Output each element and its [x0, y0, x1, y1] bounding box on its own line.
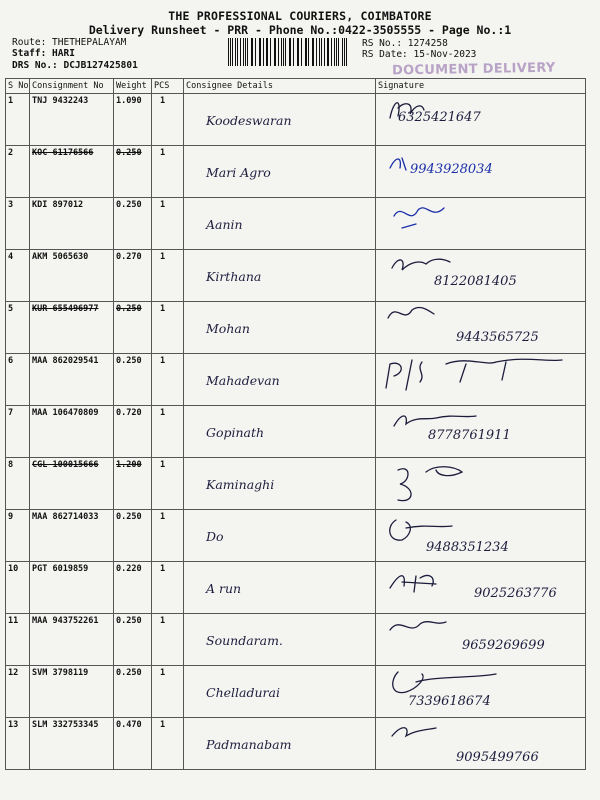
consignee-name: Gopinath — [206, 425, 265, 440]
signature-stroke — [388, 307, 434, 318]
receiver-phone: 8122081405 — [434, 274, 517, 289]
weight-value: 1.200 — [116, 460, 142, 470]
route-label: Route: THETHEPALAYAM — [12, 37, 127, 48]
sno-cell — [6, 198, 30, 250]
sno-cell — [6, 562, 30, 614]
sno-value: 1 — [8, 96, 14, 106]
consignment-number: MAA 106470809 — [32, 408, 99, 418]
pcs-cell — [152, 302, 184, 354]
signature-cell — [376, 510, 586, 562]
table-row — [6, 406, 586, 458]
table-row — [6, 458, 586, 510]
sno-value: 9 — [8, 512, 14, 522]
consignment-cell — [30, 510, 114, 562]
table-row — [6, 302, 586, 354]
sno-value: 12 — [8, 668, 19, 678]
table-row — [6, 146, 586, 198]
signature-stroke — [394, 208, 444, 228]
company-title: THE PROFESSIONAL COURIERS, COIMBATORE — [168, 9, 432, 23]
table-row — [6, 718, 586, 770]
table-row — [6, 614, 586, 666]
pcs-cell — [152, 198, 184, 250]
signature-scribble — [376, 402, 576, 452]
signature-cell — [376, 458, 586, 510]
weight-value: 0.470 — [116, 720, 142, 730]
weight-value: 0.250 — [116, 148, 142, 158]
sno-value: 3 — [8, 200, 14, 210]
sno-value: 7 — [8, 408, 14, 418]
consignment-number: AKM 5065630 — [32, 252, 89, 262]
weight-value: 0.220 — [116, 564, 142, 574]
pcs-value: 1 — [160, 148, 166, 158]
pcs-cell — [152, 146, 184, 198]
pcs-cell — [152, 94, 184, 146]
receiver-phone: 9659269699 — [462, 638, 545, 653]
consignee-cell — [184, 250, 376, 302]
receiver-phone: 7339618674 — [408, 694, 491, 709]
rs-date: RS Date: 15-Nov-2023 — [362, 49, 477, 60]
pcs-cell — [152, 250, 184, 302]
consignment-number: CGL 100015666 — [32, 460, 99, 470]
consignment-cell — [30, 354, 114, 406]
signature-cell — [376, 562, 586, 614]
receiver-phone: 9025263776 — [474, 586, 557, 601]
pcs-value: 1 — [160, 408, 166, 418]
weight-value: 0.250 — [116, 304, 142, 314]
consignment-cell — [30, 718, 114, 770]
signature-stroke — [390, 158, 406, 170]
weight-cell — [114, 302, 152, 354]
weight-value: 0.250 — [116, 200, 142, 210]
consignee-name: Mari Agro — [206, 165, 271, 180]
consignee-cell — [184, 718, 376, 770]
consignee-name: Soundaram. — [206, 633, 283, 648]
sno-value: 8 — [8, 460, 14, 470]
table-row — [6, 510, 586, 562]
sno-value: 10 — [8, 564, 19, 574]
sno-value: 2 — [8, 148, 14, 158]
sno-cell — [6, 458, 30, 510]
consignee-name: Do — [206, 529, 224, 544]
rs-number: RS No.: 1274258 — [362, 38, 448, 49]
col-pcs: PCS — [152, 79, 184, 94]
consignment-cell — [30, 198, 114, 250]
consignee-name: Kirthana — [206, 269, 262, 284]
receiver-phone: 9943928034 — [410, 162, 493, 177]
pcs-value: 1 — [160, 720, 166, 730]
consignment-number: MAA 862029541 — [32, 356, 99, 366]
consignee-name: Kaminaghi — [206, 477, 275, 492]
consignee-name: Chelladurai — [206, 685, 280, 700]
signature-scribble — [376, 350, 576, 400]
sno-value: 11 — [8, 616, 19, 626]
weight-value: 1.090 — [116, 96, 142, 106]
barcode — [228, 38, 350, 66]
weight-cell — [114, 146, 152, 198]
consignee-cell — [184, 406, 376, 458]
pcs-value: 1 — [160, 512, 166, 522]
signature-scribble — [376, 454, 576, 504]
consignment-cell — [30, 614, 114, 666]
signature-stroke — [390, 622, 446, 630]
signature-stroke — [390, 520, 452, 540]
signature-stroke — [392, 728, 436, 736]
consignment-number: TNJ 9432243 — [32, 96, 89, 106]
consignment-number: MAA 943752261 — [32, 616, 99, 626]
signature-stroke — [386, 359, 562, 390]
weight-cell — [114, 458, 152, 510]
weight-cell — [114, 718, 152, 770]
pcs-value: 1 — [160, 304, 166, 314]
document-delivery-stamp: DOCUMENT DELIVERY — [391, 60, 556, 79]
pcs-cell — [152, 510, 184, 562]
signature-stroke — [394, 416, 476, 426]
consignee-name: Koodeswaran — [206, 113, 292, 128]
weight-value: 0.250 — [116, 668, 142, 678]
signature-cell — [376, 302, 586, 354]
consignee-name: Padmanabam — [206, 737, 292, 752]
consignment-cell — [30, 146, 114, 198]
consignee-cell — [184, 458, 376, 510]
consignee-name: Aanin — [206, 217, 243, 232]
pcs-cell — [152, 718, 184, 770]
signature-stroke — [393, 672, 496, 693]
consignee-cell — [184, 614, 376, 666]
weight-cell — [114, 250, 152, 302]
table-row — [6, 666, 586, 718]
sno-cell — [6, 510, 30, 562]
sno-cell — [6, 250, 30, 302]
weight-cell — [114, 354, 152, 406]
signature-scribble — [376, 194, 576, 244]
signature-stroke — [390, 576, 436, 592]
receiver-phone: 8778761911 — [428, 428, 511, 443]
table-row — [6, 94, 586, 146]
pcs-value: 1 — [160, 616, 166, 626]
sno-cell — [6, 146, 30, 198]
weight-value: 0.250 — [116, 512, 142, 522]
receiver-phone: 9095499766 — [456, 750, 539, 765]
pcs-cell — [152, 614, 184, 666]
table-row — [6, 198, 586, 250]
sno-cell — [6, 718, 30, 770]
consignment-cell — [30, 458, 114, 510]
consignment-cell — [30, 250, 114, 302]
sno-value: 13 — [8, 720, 19, 730]
col-sno: S No — [6, 79, 30, 94]
receiver-phone: 9443565725 — [456, 330, 539, 345]
consignee-name: A run — [206, 581, 242, 596]
col-consignment: Consignment No — [30, 79, 114, 94]
pcs-value: 1 — [160, 356, 166, 366]
table-row — [6, 562, 586, 614]
col-weight: Weight — [114, 79, 152, 94]
signature-stroke — [392, 259, 450, 270]
consignee-cell — [184, 510, 376, 562]
consignee-cell — [184, 198, 376, 250]
pcs-value: 1 — [160, 564, 166, 574]
pcs-value: 1 — [160, 96, 166, 106]
pcs-cell — [152, 666, 184, 718]
signature-cell — [376, 146, 586, 198]
consignment-cell — [30, 406, 114, 458]
signature-cell — [376, 406, 586, 458]
col-signature: Signature — [376, 79, 586, 94]
col-details: Consignee Details — [184, 79, 376, 94]
runsheet-subtitle: Delivery Runsheet - PRR - Phone No.:0422-3505555 - Page No.:1 — [88, 23, 512, 37]
weight-cell — [114, 510, 152, 562]
consignee-cell — [184, 302, 376, 354]
signature-cell — [376, 198, 586, 250]
weight-value: 0.720 — [116, 408, 142, 418]
weight-value: 0.250 — [116, 616, 142, 626]
signature-cell — [376, 354, 586, 406]
sno-cell — [6, 354, 30, 406]
pcs-cell — [152, 458, 184, 510]
pcs-cell — [152, 354, 184, 406]
consignee-cell — [184, 94, 376, 146]
sno-cell — [6, 614, 30, 666]
consignment-number: SVM 3798119 — [32, 668, 89, 678]
signature-cell — [376, 666, 586, 718]
consignment-number: MAA 862714033 — [32, 512, 99, 522]
consignment-number: SLM 332753345 — [32, 720, 99, 730]
consignment-number: PGT 6019859 — [32, 564, 89, 574]
receiver-phone: 9488351234 — [426, 540, 509, 555]
receiver-phone: 6325421647 — [398, 110, 481, 125]
weight-value: 0.250 — [116, 356, 142, 366]
signature-cell — [376, 718, 586, 770]
sno-cell — [6, 666, 30, 718]
pcs-value: 1 — [160, 668, 166, 678]
sno-value: 4 — [8, 252, 14, 262]
consignment-cell — [30, 666, 114, 718]
signature-cell — [376, 94, 586, 146]
consignment-cell — [30, 302, 114, 354]
weight-cell — [114, 94, 152, 146]
sno-value: 5 — [8, 304, 14, 314]
pcs-value: 1 — [160, 200, 166, 210]
consignment-cell — [30, 94, 114, 146]
sno-value: 6 — [8, 356, 14, 366]
consignment-number: KOC 61176566 — [32, 148, 94, 158]
weight-cell — [114, 562, 152, 614]
pcs-value: 1 — [160, 460, 166, 470]
table-row — [6, 250, 586, 302]
weight-cell — [114, 198, 152, 250]
pcs-value: 1 — [160, 252, 166, 262]
staff-label: Staff: HARI — [12, 48, 75, 59]
pcs-cell — [152, 562, 184, 614]
signature-cell — [376, 614, 586, 666]
signature-stroke — [398, 467, 462, 501]
drs-number: DRS No.: DCJB127425801 — [12, 60, 138, 71]
signature-cell — [376, 250, 586, 302]
weight-cell — [114, 406, 152, 458]
consignee-cell — [184, 562, 376, 614]
sno-cell — [6, 94, 30, 146]
consignment-number: KUR 655496977 — [32, 304, 99, 314]
sno-cell — [6, 406, 30, 458]
consignee-cell — [184, 146, 376, 198]
consignee-name: Mohan — [206, 321, 250, 336]
consignee-name: Mahadevan — [206, 373, 280, 388]
runsheet-table — [5, 78, 586, 770]
table-row — [6, 354, 586, 406]
weight-cell — [114, 666, 152, 718]
consignee-cell — [184, 354, 376, 406]
weight-cell — [114, 614, 152, 666]
weight-value: 0.270 — [116, 252, 142, 262]
pcs-cell — [152, 406, 184, 458]
consignment-number: KDI 897012 — [32, 200, 84, 210]
consignment-cell — [30, 562, 114, 614]
consignee-cell — [184, 666, 376, 718]
sno-cell — [6, 302, 30, 354]
